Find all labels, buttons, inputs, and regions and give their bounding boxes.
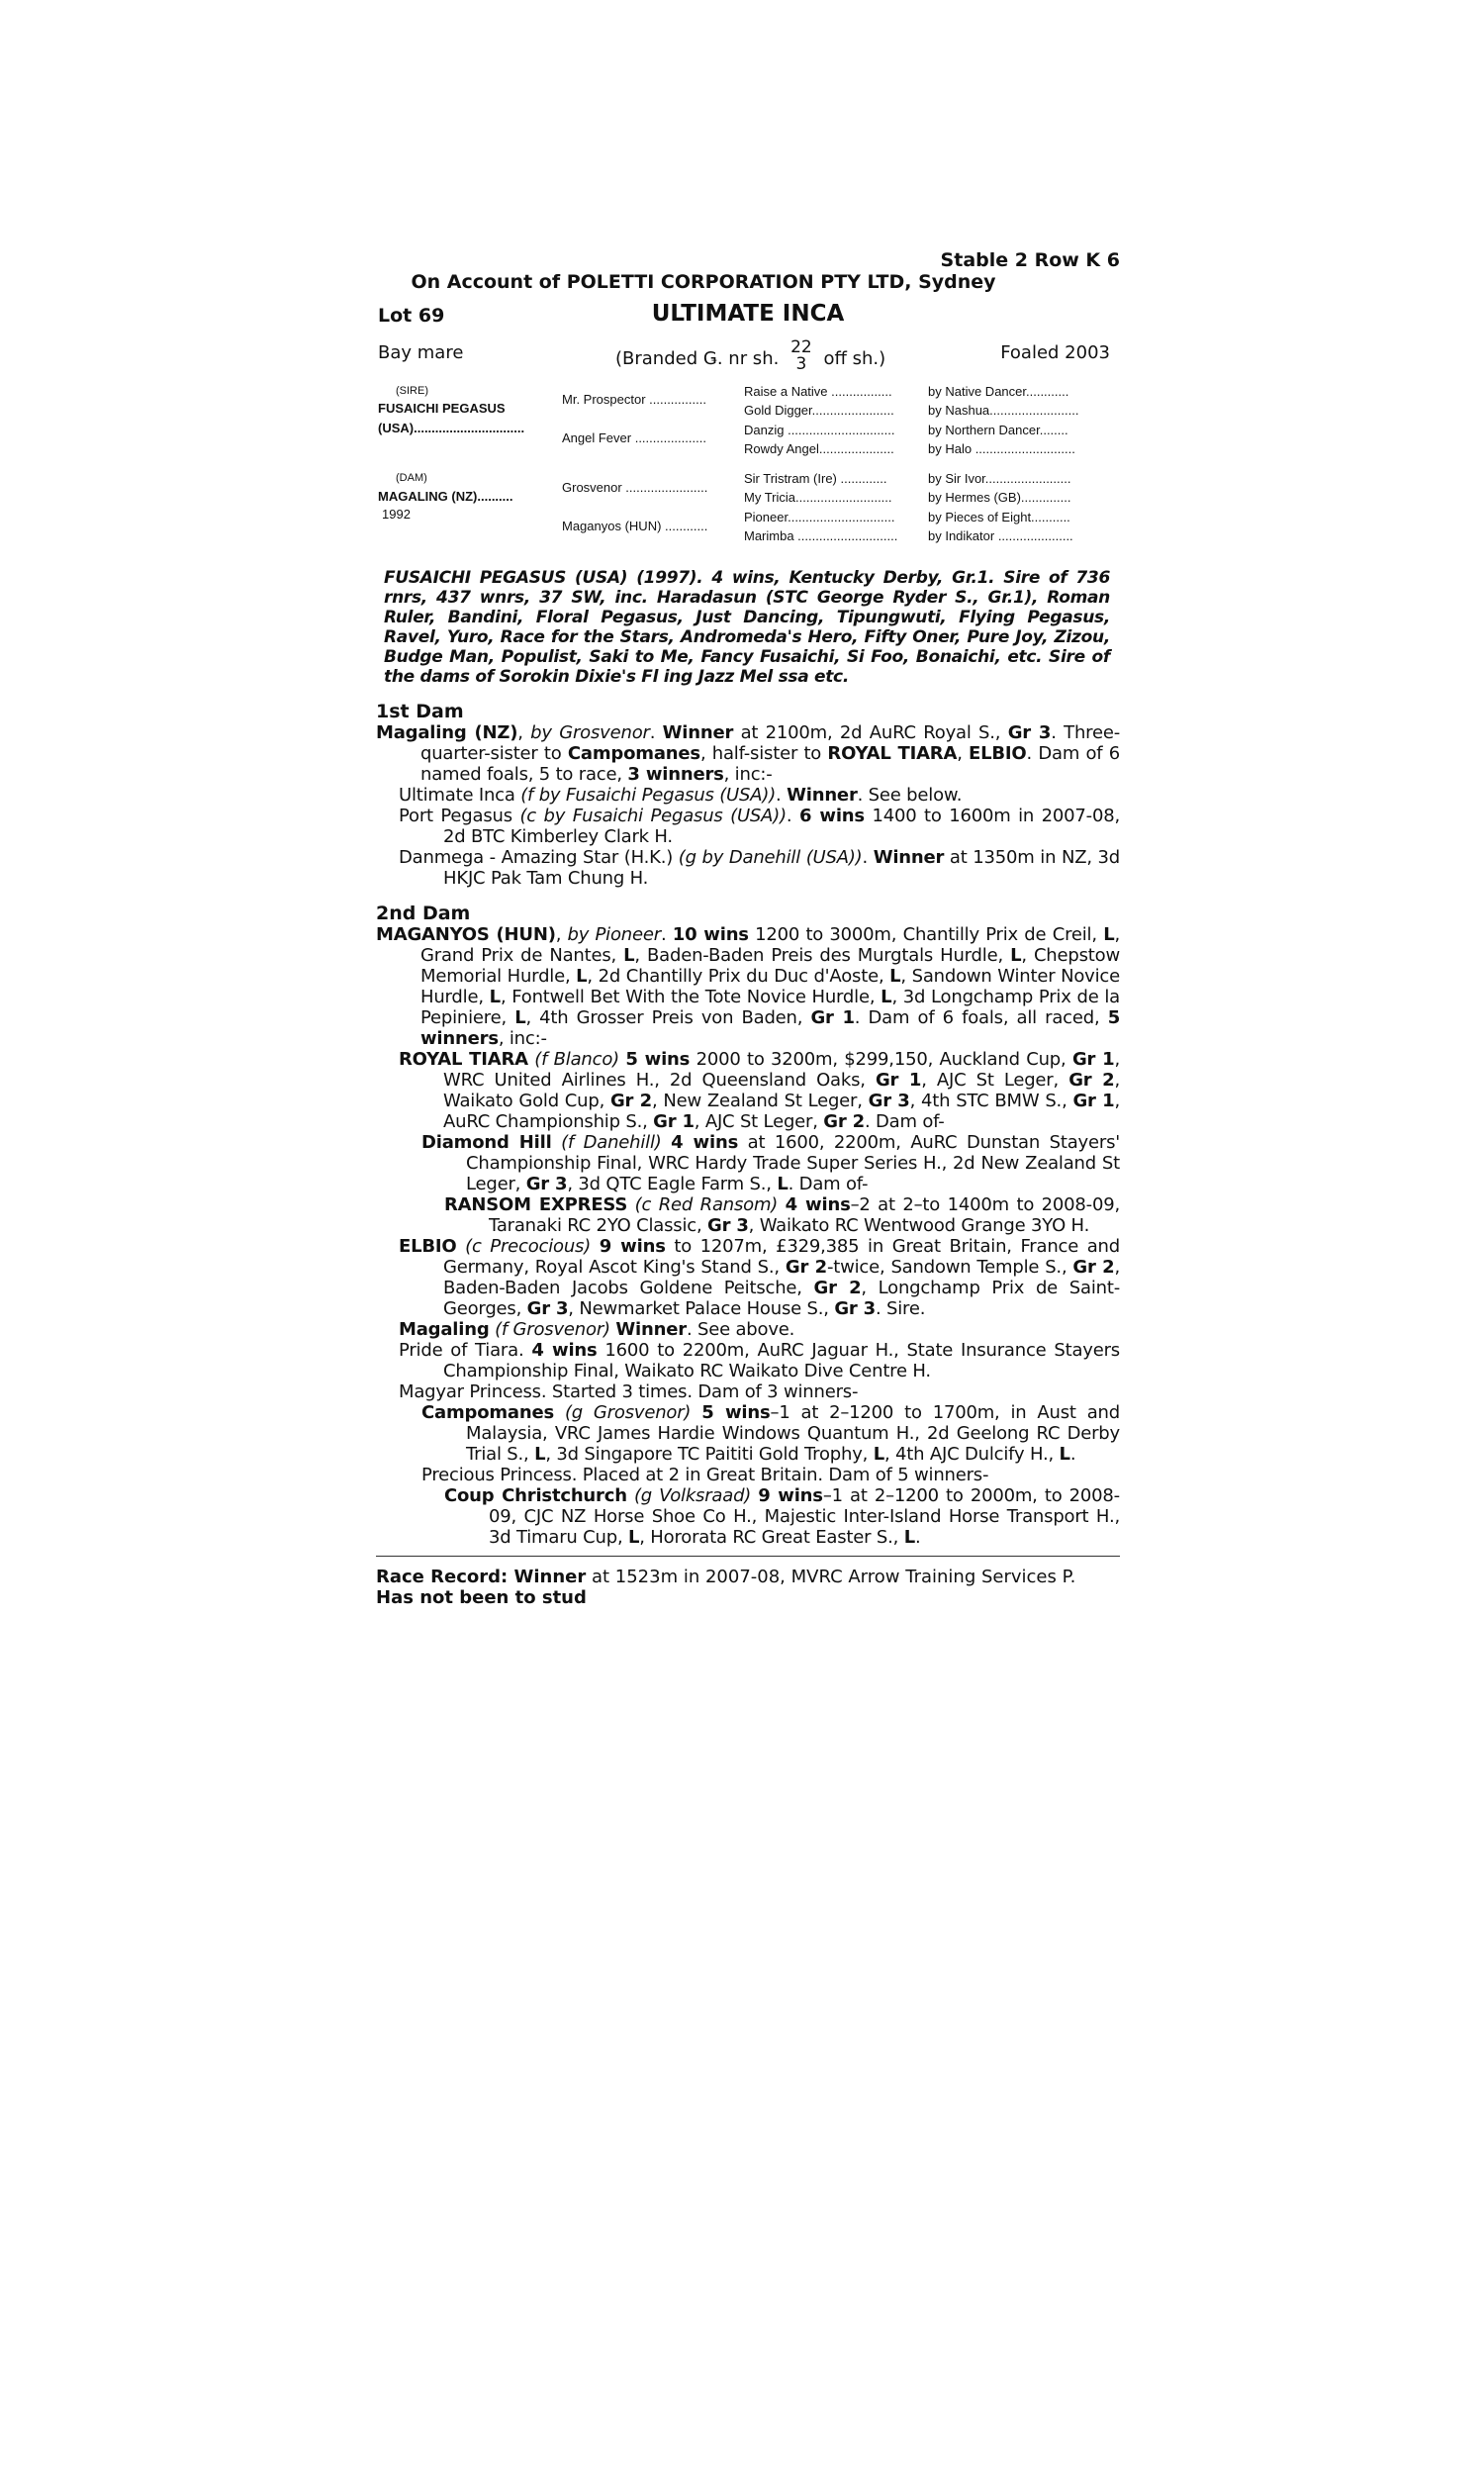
foal-name: Ultimate Inca [399,785,521,806]
produce-campomanes [421,1402,1120,1465]
first-dam-heading: 1st Dam [376,701,464,722]
separator [662,1132,672,1153]
produce-name: Pride of Tiara. [399,1340,532,1361]
catalogue-page [376,249,1120,1608]
produce-magaling [399,1319,1120,1340]
separator [627,1194,635,1215]
brand-description [615,337,886,376]
foal-entry [399,806,1120,847]
produce-name: Magaling [399,1319,490,1340]
pedigree-table [376,380,1120,550]
brand-suffix: off sh.) [823,348,886,369]
race-text: , 3d Longchamp Prix de la Pepiniere, [420,987,1121,1028]
second-dam-name: MAGANYOS (HUN) [376,924,556,945]
dam-tag: (DAM) [396,472,427,484]
grade-mark: Gr 1 [1071,1049,1115,1070]
race-record-text: at 1523m in 2007-08, MVRC Arrow Training Services P. [586,1567,1076,1587]
separator [691,1402,701,1423]
foal-note: . See below. [857,785,963,806]
foal-winner: Winner [873,847,945,868]
separator: . [776,785,788,806]
ancestor-3-4: Rowdy Angel..................... [744,441,894,456]
dam-winner: Winner [662,722,734,743]
produce-sire: (c Precocious) [465,1236,592,1257]
race-text: , AJC St Leger, [921,1070,1069,1091]
separator [778,1194,786,1215]
wins-count: 5 wins [625,1049,691,1070]
wins-count: 4 wins [531,1340,598,1361]
race-text: , Baden-Baden Jacobs Goldene Peitsche, [443,1257,1120,1298]
listed-mark: L [534,1444,546,1465]
listed-mark: L [881,987,892,1007]
race-text: , Grand Prix de Nantes, [420,924,1120,966]
relative-campomanes: Campomanes [567,743,700,764]
race-record [376,1567,1120,1587]
foal-pedigree: (f by Fusaichi Pegasus (USA)) [520,785,777,806]
stable-location: Stable 2 Row K 6 [940,249,1120,271]
listed-mark: L [889,966,901,987]
ancestor-4-7: by Pieces of Eight........... [928,510,1070,524]
produce-sire: (g Volksraad) [633,1485,752,1506]
race-text: , 4th AJC Dulcify H., [884,1444,1060,1465]
listed-mark: L [627,1527,640,1548]
grade-mark: Gr 2 [1072,1257,1115,1278]
ancestor-4-5: by Sir Ivor........................ [928,471,1071,486]
listed-mark: L [1103,924,1115,945]
brand-number-bottom: 3 [795,354,807,374]
foal-entry [399,847,1120,889]
separator [457,1236,466,1257]
dam-name-text: Magaling (NZ) [376,722,518,743]
race-text: , 3d QTC Eagle Farm S., [567,1174,778,1194]
produce-name: Coup Christchurch [444,1485,627,1506]
listed-mark: L [514,1007,526,1028]
produce-sire: (f Danehill) [561,1132,662,1153]
grade-mark: Gr 2 [785,1257,827,1278]
listed-mark: L [777,1174,788,1194]
race-text: , AuRC Championship S., [443,1091,1120,1132]
race-text: at 1600, 2200m, AuRC Dunstan Stayers' Championship Final, WRC Hardy Trade Super Series H., 2d New Zealand St Leger, [466,1132,1121,1194]
grade-mark: Gr 1 [875,1070,922,1091]
wins-count: 10 wins [672,924,749,945]
produce-sire: (c Red Ransom) [634,1194,779,1215]
produce-name: ROYAL TIARA [399,1049,528,1070]
listed-mark: L [576,966,588,987]
dam-name: MAGALING (NZ).......... [378,489,513,504]
winners-count: 5 winners [420,1007,1121,1049]
grandsire-2: Grosvenor ....................... [562,480,708,495]
separator [627,1485,634,1506]
lot-row [376,299,1120,333]
race-text: , WRC United Airlines H., 2d Queensland Oaks, [443,1049,1120,1091]
separator [554,1402,565,1423]
produce-name: Campomanes [421,1402,555,1423]
sire-summary: FUSAICHI PEGASUS (USA) (1997). 4 wins, Kentucky Derby, Gr.1. Sire of 736 rnrs, 437 wnrs, 37 SW, inc. Haradasun (STC George Ryder S., Gr.1), Roman Ruler, Bandini, Floral Pegasus, Just Dancing, Tipungwuti, Flying Pegasus, Ravel, Yuro, Race for the Stars, Andromeda's Hero, Fifty Oner, Pure Joy, Zizou, Budge Man, Populist, Saki to Me, Fancy Fusaichi, Si Foo, Bonaichi, etc. Sire of the dams of Sorokin Dixie's Fl ing Jazz Mel ssa etc. [384,568,1110,687]
race-text: , Waikato RC Wentwood Grange 3YO H. [748,1215,1090,1236]
race-text: 1200 to 3000m, Chantilly Prix de Creil, [748,924,1104,945]
foaled-year: Foaled 2003 [1000,342,1110,363]
race-text: , AJC St Leger, [694,1111,824,1132]
foal-winner: Winner [787,785,858,806]
race-text: , Longchamp Prix de Saint-Georges, [443,1278,1120,1319]
see-above-note: . See above. [686,1319,795,1340]
wins-count: 9 wins [599,1236,666,1257]
ancestor-3-8: Marimba ............................ [744,528,898,543]
race-text: –1 at 2–1200 to 2000m, to 2008-09, CJC NZ Horse Shoe Co H., Majestic Inter-Island Horse Transport H., 3d Timaru Cup, [489,1485,1120,1548]
race-text: , Hororata RC Great Easter S., [639,1527,904,1548]
race-text: , Fontwell Bet With the Tote Novice Hurdle, [500,987,881,1007]
produce-pride-of-tiara [399,1340,1120,1381]
sire-name: FUSAICHI PEGASUS [378,401,506,416]
wins-count: 4 wins [785,1194,851,1215]
second-dam-paragraph [376,924,1120,1049]
listed-mark: L [623,945,635,966]
produce-sire: (g Grosvenor) [564,1402,692,1423]
separator: . [660,924,673,945]
second-dam-heading: 2nd Dam [376,903,471,924]
race-text: , Newmarket Palace House S., [568,1298,835,1319]
wins-count: 4 wins [671,1132,739,1153]
brand-position: nr sh. [728,348,780,369]
produce-sire: (f Blanco) [534,1049,619,1070]
relative-elbio: ELBIO [969,743,1027,764]
foal-wins: 6 wins [798,806,865,826]
horse-name: ULTIMATE INCA [651,301,845,327]
produce-ransom-express [444,1194,1120,1236]
grandsire-1: Mr. Prospector ................ [562,392,706,407]
dam-relation-text: . Three-quarter-sister to [420,722,1120,764]
grade-mark: Gr 2 [823,1111,865,1132]
produce-diamond-hill [421,1132,1120,1194]
foal-name: Port Pegasus [399,806,520,826]
granddam-1: Angel Fever .................... [562,430,706,445]
produce-precious-princess: Precious Princess. Placed at 2 in Great Britain. Dam of 5 winners- [421,1465,989,1485]
ancestor-4-2: by Nashua......................... [928,403,1079,418]
produce-name: ELBIO [399,1236,457,1257]
ancestor-4-1: by Native Dancer............ [928,384,1069,399]
lot-number: Lot 69 [378,305,445,327]
produce-winner: Winner [615,1319,687,1340]
produce-coup-christchurch [444,1485,1120,1548]
brand-number [790,339,812,373]
inc-text: , inc:- [498,1028,547,1049]
produce-name: RANSOM EXPRESS [444,1194,628,1215]
race-text: , Sandown Winter Novice Hurdle, [420,966,1120,1007]
listed-mark: L [1059,1444,1070,1465]
race-text: 1600 to 2200m, AuRC Jaguar H., State Insurance Stayers Championship Final, Waikato RC Waikato Dive Centre H. [443,1340,1120,1381]
second-dam-sire: by Pioneer [567,924,661,945]
dam-race-text: at 2100m, 2d AuRC Royal S., [733,722,1008,743]
sire-origin: (USA)............................... [378,421,525,435]
ancestor-4-8: by Indikator ..................... [928,528,1073,543]
produce-magyar-princess: Magyar Princess. Started 3 times. Dam of 3 winners- [399,1381,859,1402]
grade-mark: Gr 2 [1068,1070,1115,1091]
grade-mark: Gr 1 [1072,1091,1115,1111]
grade-mark: Gr 2 [609,1091,652,1111]
dam-inc-text: , inc:- [723,764,773,785]
race-text: , Chepstow Memorial Hurdle, [420,945,1120,987]
ancestor-3-7: Pioneer.............................. [744,510,895,524]
foal-note: at 1350m in NZ, 3d HKJC Pak Tam Chung H. [443,847,1121,889]
ancestor-3-1: Raise a Native ................. [744,384,892,399]
race-record-winner: Winner [513,1567,587,1587]
race-text: -twice, Sandown Temple S., [826,1257,1073,1278]
dam-foaled: 1992 [382,507,411,522]
ancestor-3-5: Sir Tristram (Ire) ............. [744,471,887,486]
grade-mark: Gr 3 [707,1215,749,1236]
foal-name: Danmega - Amazing Star (H.K.) [399,847,679,868]
grade-mark: Gr 1 [653,1111,695,1132]
separator [552,1132,562,1153]
dam-winners-count: 3 winners [627,764,724,785]
separator: . [914,1527,921,1548]
ancestor-3-3: Danzig .............................. [744,423,895,437]
dam-of-text: . Dam of- [864,1111,945,1132]
separator: . [786,806,799,826]
brand-mark: Ǥ. [702,348,723,369]
first-dam-paragraph: Magaling (NZ), by Grosvenor. Winner at 2100m, 2d AuRC Royal S., Gr 3. Three-quarter-sister to Campomanes, half-sister to ROYAL TIARA, ELBIO. Dam of 6 named foals, 5 to race, 3 winners, inc:- [376,722,1120,785]
separator: , [555,924,568,945]
produce-royal-tiara [399,1049,1120,1132]
horse-sex: Bay mare [378,342,464,363]
dam-grade: Gr 3 [1007,722,1052,743]
race-text: , Baden-Baden Preis des Murgtals Hurdle, [634,945,1011,966]
listed-mark: L [903,1527,915,1548]
foal-pedigree: (g by Danehill (USA)) [678,847,863,868]
race-text: to 1207m, £329,385 in Great Britain, France and Germany, Royal Ascot King's Stand S., [443,1236,1120,1278]
sire-note: . Sire. [875,1298,926,1319]
race-text: , 4th STC BMW S., [909,1091,1073,1111]
listed-mark: L [489,987,501,1007]
race-record-label: Race Record: [376,1567,514,1587]
separator: . [1069,1444,1076,1465]
listed-mark: L [873,1444,884,1465]
grade-mark: Gr 1 [810,1007,855,1028]
produce-elbio [399,1236,1120,1319]
grade-mark: Gr 3 [834,1298,876,1319]
race-text: , Waikato Gold Cup, [443,1070,1120,1111]
race-text: , New Zealand St Leger, [651,1091,869,1111]
race-text: –2 at 2–to 1400m to 2008-09, Taranaki RC 2YO Classic, [489,1194,1120,1236]
separator: . [862,847,874,868]
horse-info-row [376,333,1120,378]
section-divider [376,1556,1120,1557]
granddam-2: Maganyos (HUN) ............ [562,519,708,533]
dam-relation-text-2: , half-sister to [699,743,828,764]
foal-pedigree: (c by Fusaichi Pegasus (USA)) [519,806,787,826]
dam-of-text: . Dam of- [788,1174,869,1194]
brand-prefix: (Branded [615,348,698,369]
grade-mark: Gr 2 [813,1278,862,1298]
dam-produce-text: . Dam of 6 named foals, 5 to race, [420,743,1120,785]
grade-mark: Gr 3 [868,1091,910,1111]
ancestor-4-3: by Northern Dancer........ [928,423,1068,437]
produce-text: . Dam of 6 foals, all raced, [854,1007,1108,1028]
grade-mark: Gr 3 [526,1298,569,1319]
race-text: , 3d Singapore TC Paititi Gold Trophy, [545,1444,874,1465]
wins-count: 5 wins [701,1402,771,1423]
ancestor-3-6: My Tricia........................... [744,490,892,505]
vendor-account: On Account of POLETTI CORPORATION PTY LTD, Sydney [411,271,996,293]
stud-status: Has not been to stud [376,1587,587,1608]
produce-name: Diamond Hill [421,1132,552,1153]
ancestor-3-2: Gold Digger....................... [744,403,894,418]
separator: , [957,743,970,764]
ancestor-4-4: by Halo ............................ [928,441,1075,456]
sire-tag: (SIRE) [396,385,428,397]
foal-entry [399,785,1120,806]
brand-number-top: 22 [790,337,812,357]
race-text: 2000 to 3200m, $299,150, Auckland Cup, [690,1049,1072,1070]
separator [591,1236,600,1257]
race-text: , 4th Grosser Preis von Baden, [525,1007,811,1028]
ancestor-4-6: by Hermes (GB).............. [928,490,1071,505]
listed-mark: L [1010,945,1022,966]
foal-note: 1400 to 1600m in 2007-08, 2d BTC Kimberley Clark H. [443,806,1120,847]
dam-sire-text: by Grosvenor [530,722,650,743]
grade-mark: Gr 3 [525,1174,568,1194]
produce-sire: (f Grosvenor) [495,1319,610,1340]
race-text: , 2d Chantilly Prix du Duc d'Aoste, [587,966,890,987]
race-text: –1 at 2–1200 to 1700m, in Aust and Malaysia, VRC James Hardie Windows Quantum H., 2d Geelong RC Derby Trial S., [466,1402,1120,1465]
wins-count: 9 wins [758,1485,823,1506]
relative-royal-tiara: ROYAL TIARA [827,743,958,764]
